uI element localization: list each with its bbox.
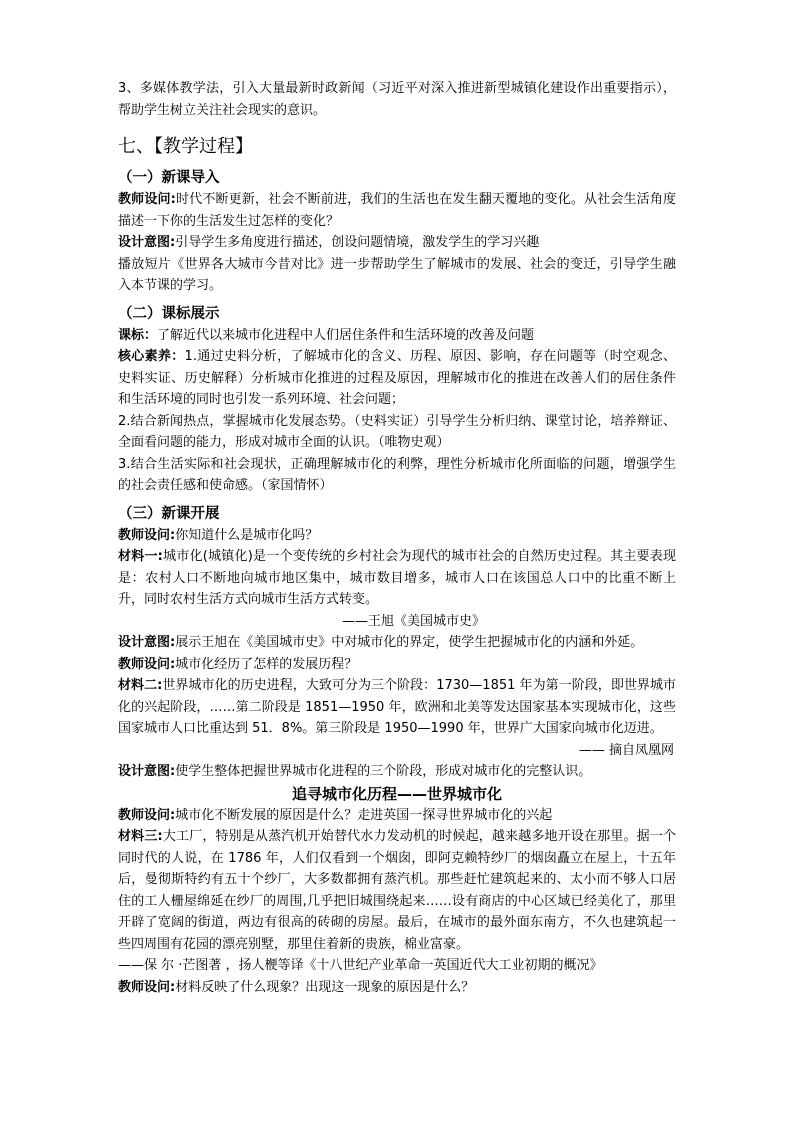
- text: 了解近代以来城市化进程中人们居住条件和生活环境的改善及问题: [157, 327, 535, 343]
- label: 设计意图:: [118, 764, 176, 779]
- text: 使学生整体把握世界城市化进程的三个阶段，形成对城市化的完整认识。: [175, 764, 592, 779]
- video-play-text: 播放短片《世界各大城市今昔对比》进一步帮助学生了解城市的发展、社会的变迁，引导学生融入本节课的学习。: [118, 256, 676, 293]
- design-intent-3: [118, 761, 676, 783]
- teacher-question-5: [118, 977, 676, 999]
- text: 引导学生多角度进行描述，创设问题情境，激发学生的学习兴趣: [175, 235, 540, 250]
- material-1-source: ——王旭《美国城市史》: [342, 613, 486, 629]
- text: 1.通过史料分析，了解城市化的含义、历程、原因、影响，存在问题等（时空观念、史料实证、历史解释）分析城市化推进的过程及原因，理解城市化的推进在改善人们的居住条件和生活环境的同时也引发一系列环境、社会问题；: [118, 349, 676, 407]
- text: 城市化经历了怎样的发展历程？: [175, 656, 358, 672]
- label: 教师设问:: [118, 656, 176, 672]
- section-heading-teaching-process: 七、【教学过程】: [118, 136, 253, 157]
- label: 设计意图:: [118, 635, 176, 650]
- text: 时代不断更新，社会不断前进，我们的生活也在发生翻天覆地的变化。从社会生活角度描述一下你的生活发生过怎样的变化？: [118, 192, 676, 229]
- core-literacy-2: 2.结合新闻热点，掌握城市化发展态势。（史料实证）引导学生分析归纳、课堂讨论，培养辩证、全面看问题的能力，形成对城市全面的认识。（唯物史观）: [118, 413, 676, 450]
- material-2: [118, 675, 676, 740]
- material-3: [118, 826, 676, 955]
- curriculum-standard: [118, 325, 676, 347]
- heading-new-lesson: （三）新课开展: [118, 505, 220, 522]
- text: 你知道什么是城市化吗？: [175, 527, 319, 543]
- core-literacy-3: 3.结合生活实际和社会现状，正确理解城市化的利弊，理性分析城市化所面临的问题，增强学生的社会责任感和使命感。（家国情怀）: [118, 456, 676, 493]
- heading-new-lesson-intro: （一）新课导入: [118, 170, 220, 186]
- material-2-source: —— 摘自凤凰网: [578, 742, 674, 758]
- label: 设计意图:: [118, 235, 176, 250]
- material-3-source: ——保 尔 ·芒图著 ，扬人楩等译《十八世纪产业革命一英国近代大工业初期的概况》: [118, 958, 603, 973]
- label: 材料二:: [118, 678, 163, 693]
- teacher-question-4: [118, 805, 676, 827]
- label: 核心素养：: [118, 349, 185, 364]
- teaching-method-3: 3、多媒体教学法，引入大量最新时政新闻（习近平对深入推进新型城镇化建设作出重要指示），帮助学生树立关注社会现实的意识。: [118, 81, 676, 118]
- heading-curriculum-standard: （二）课标展示: [118, 305, 220, 322]
- teacher-question-1: [118, 189, 676, 232]
- teacher-question-3: [118, 654, 676, 676]
- text: 世界城市化的历史进程，大致可分为三个阶段：1730—1851 年为第一阶段，即世界城市化的兴起阶段，……第二阶段是 1851—1950 年，欧洲和北美等发达国家基本实现城市化，这些国家城市人口比重达到 51．8%。第三阶段是 1950—1990 年，世界广大国家向城市化迈进。: [118, 678, 676, 736]
- label: 课标：: [118, 327, 158, 343]
- text: 展示王旭在《美国城市史》中对城市化的界定，使学生把握城市化的内涵和外延。: [175, 635, 644, 650]
- text: 材料反映了什么现象？出现这一现象的原因是什么？: [175, 979, 475, 995]
- text: 城市化(城镇化)是一个变传统的乡村社会为现代的城市社会的自然历史过程。其主要表现是：农村人口不断地向城市地区集中，城市数目增多，城市人口在该国总人口中的比重不断上升，同时农村生活方式向城市生活方式转变。: [118, 549, 676, 607]
- label: 教师设问:: [118, 527, 176, 543]
- material-1: [118, 546, 676, 611]
- label: 教师设问:: [118, 979, 176, 995]
- text: 城市化不断发展的原因是什么？走进英国一探寻世界城市化的兴起: [175, 807, 553, 823]
- core-literacy-1: [118, 346, 676, 411]
- design-intent-2: [118, 632, 676, 654]
- design-intent-1: [118, 232, 676, 254]
- subsection-title: 追寻城市化历程——世界城市化: [291, 784, 502, 803]
- teacher-question-2: [118, 525, 676, 547]
- document-page: [118, 78, 676, 998]
- label: 材料一:: [118, 549, 163, 564]
- text: 大工厂，特别是从蒸汽机开始替代水力发动机的时候起，越来越多地开设在那里。据一个同时代的人说，在 1786 年，人们仅看到一个烟囱，即阿克赖特纱厂的烟囱矗立在屋上，十五年后，曼彻斯特约有五十个纱厂，大多数都拥有蒸汽机。那些赶忙建筑起来的、太小而不够人口居住的工人栅屋绵延在纱厂的周围,几乎把旧城围绕起来……设有商店的中心区域已经美化了，那里开辟了宽阔的街道，两边有很高的砖砌的房屋。最后，在城市的最外面东南方，不久也建筑起一些四周围有花园的漂亮别墅，那里住着新的贵族，棉业富豪。: [118, 829, 676, 952]
- label: 教师设问:: [118, 192, 176, 207]
- label: 教师设问:: [118, 807, 176, 823]
- label: 材料三:: [118, 829, 163, 844]
